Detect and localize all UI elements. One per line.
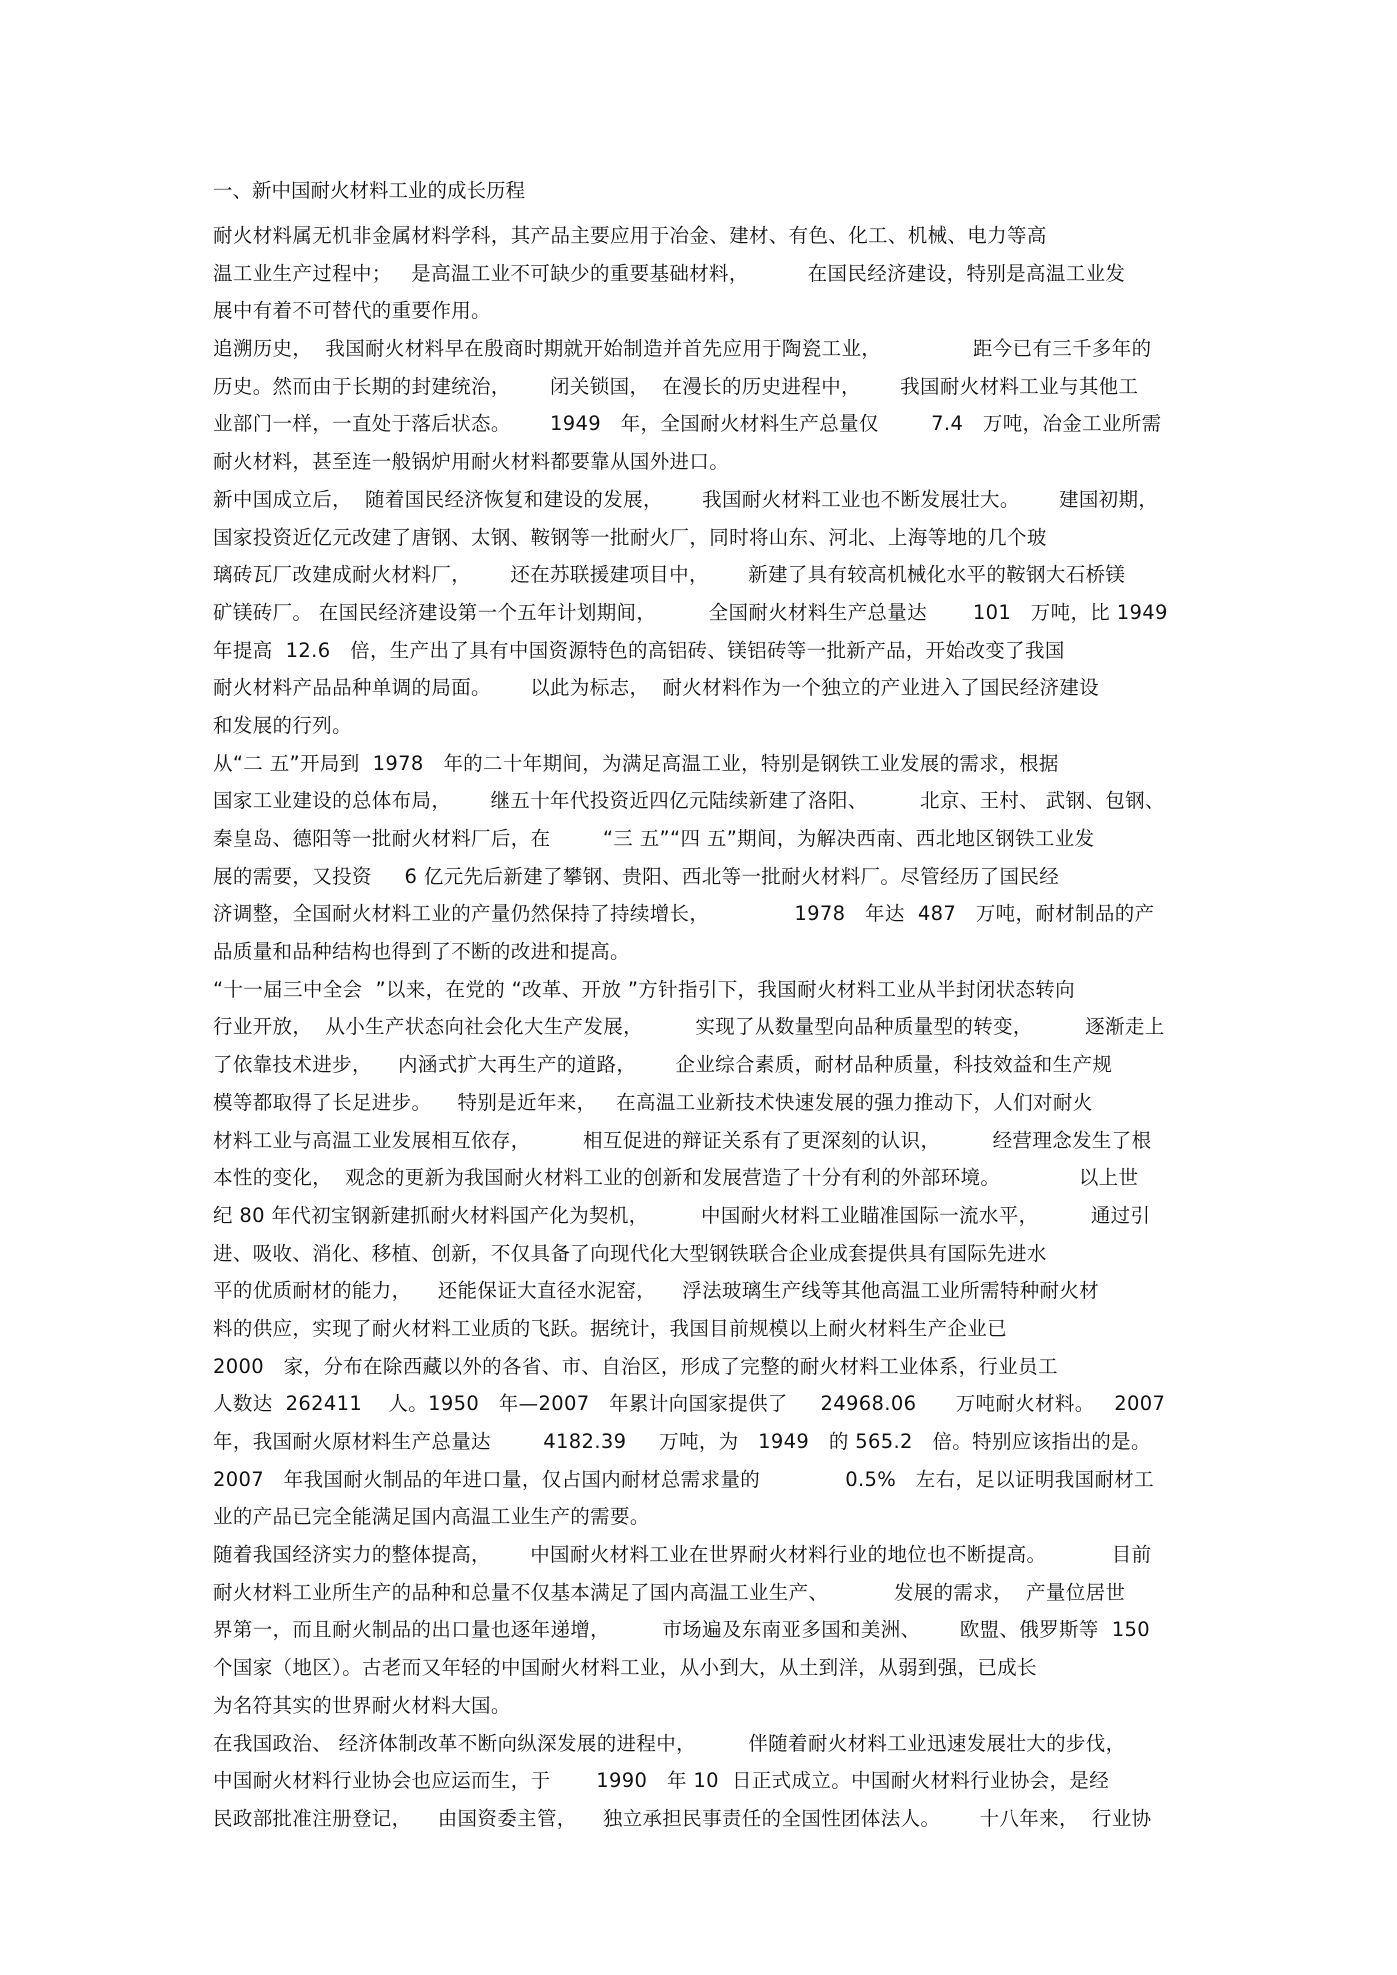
text-line: 随着我国经济实力的整体提高， 中国耐火材料工业在世界耐火材料行业的地位也不断提高。 目前 (213, 1543, 1152, 1567)
text-line: 业部门一样，一直处于落后状态。 1949 年，全国耐火材料生产总量仅 7.4 万吨，冶金工业所需 (213, 412, 1162, 436)
text-line: 和发展的行列。 (213, 713, 352, 737)
text-line: 界第一，而且耐火制品的出口量也逐年递增， 市场遍及东南亚多国和美洲、 欧盟、俄罗斯等 150 (213, 1618, 1151, 1642)
text-line: 年提高 12.6 倍，生产出了具有中国资源特色的高铝砖、镁铝砖等一批新产品，开始改变了我国 (213, 638, 1065, 662)
text-line: 展的需要，又投资 6 亿元先后新建了攀钢、贵阳、西北等一批耐火材料厂。尽管经历了国民经 (213, 864, 1060, 888)
text-line: 历史。然而由于长期的封建统治， 闭关锁国， 在漫长的历史进程中， 我国耐火材料工业与其他工 (213, 374, 1139, 398)
text-line: 品质量和品种结构也得到了不断的改进和提高。 (213, 940, 630, 964)
text-line: 材料工业与高温工业发展相互依存， 相互促进的辩证关系有了更深刻的认识， 经营理念发生了根 (213, 1128, 1152, 1152)
text-line: 为名符其实的世界耐火材料大国。 (213, 1693, 511, 1717)
text-line: 新中国成立后， 随着国民经济恢复和建设的发展， 我国耐火材料工业也不断发展壮大。 建国初期， (213, 487, 1159, 511)
text-line: 矿镁砖厂。 在国民经济建设第一个五年计划期间， 全国耐火材料生产总量达 101 万吨，比 1949 (213, 600, 1168, 624)
text-line: 追溯历史， 我国耐火材料早在殷商时期就开始制造并首先应用于陶瓷工业， 距今已有三千多年的 (213, 337, 1152, 361)
text-line: 中国耐火材料行业协会也应运而生，于 1990 年 10 日正式成立。中国耐火材料行业协会，是经 (213, 1769, 1110, 1793)
text-line: 料的供应，实现了耐火材料工业质的飞跃。据统计，我国目前规模以上耐火材料生产企业已 (213, 1316, 1008, 1340)
text-line: 璃砖瓦厂改建成耐火材料厂， 还在苏联援建项目中， 新建了具有较高机械化水平的鞍钢大石桥镁 (213, 563, 1126, 587)
text-line: 了依靠技术进步， 内涵式扩大再生产的道路， 企业综合素质，耐材品种质量，科技效益和生产规 (213, 1053, 1113, 1077)
text-line: 国家工业建设的总体布局， 继五十年代投资近四亿元陆续新建了洛阳、 北京、王村、 武钢、包钢、 (213, 789, 1165, 813)
text-line: “十一届三中全会 ”以来，在党的 “改革、开放 ”方针指引下，我国耐火材料工业从半封闭状态转向 (213, 977, 1076, 1001)
section-heading: 一、新中国耐火材料工业的成长历程 (213, 179, 526, 202)
text-line: 模等都取得了长足进步。 特别是近年来， 在高温工业新技术快速发展的强力推动下，人们对耐火 (213, 1090, 1093, 1114)
text-line: 耐火材料产品品种单调的局面。 以此为标志， 耐火材料作为一个独立的产业进入了国民经济建设 (213, 676, 1100, 700)
text-line: 业的产品已完全能满足国内高温工业生产的需要。 (213, 1505, 650, 1529)
text-line: 国家投资近亿元改建了唐钢、太钢、鞍钢等一批耐火厂，同时将山东、河北、上海等地的几个玻 (213, 525, 1047, 549)
text-line: 温工业生产过程中； 是高温工业不可缺少的重要基础材料， 在国民经济建设，特别是高温工业发 (213, 261, 1126, 285)
text-line: 耐火材料属无机非金属材料学科，其产品主要应用于冶金、建材、有色、化工、机械、电力等高 (213, 224, 1047, 247)
text-line: 耐火材料，甚至连一般锅炉用耐火材料都要靠从国外进口。 (213, 450, 730, 474)
text-line: 本性的变化， 观念的更新为我国耐火材料工业的创新和发展营造了十分有利的外部环境。 以上世 (213, 1166, 1139, 1190)
text-line: 在我国政治、 经济体制改革不断向纵深发展的进程中， 伴随着耐火材料工业迅速发展壮大的步伐， (213, 1731, 1126, 1755)
text-line: 平的优质耐材的能力， 还能保证大直径水泥窑， 浮法玻璃生产线等其他高温工业所需特种耐火材 (213, 1279, 1100, 1303)
text-line: 年，我国耐火原材料生产总量达 4182.39 万吨，为 1949 的 565.2 倍。特别应该指出的是。 (213, 1430, 1151, 1453)
text-line: 从“二 五”开局到 1978 年的二十年期间，为满足高温工业，特别是钢铁工业发展的需求，根据 (213, 751, 1059, 775)
text-line: 人数达 262411 人。1950 年—2007 年累计向国家提供了 24968.06 万吨耐火材料。 2007 (213, 1392, 1166, 1416)
text-line: 耐火材料工业所生产的品种和总量不仅基本满足了国内高温工业生产、 发展的需求， 产量位居世 (213, 1580, 1126, 1604)
text-line: 纪 80 年代初宝钢新建抓耐火材料国产化为契机， 中国耐火材料工业瞄准国际一流水平， 通过引 (213, 1203, 1151, 1227)
text-line: 展中有着不可替代的重要作用。 (213, 299, 491, 323)
text-line: 行业开放， 从小生产状态向社会化大生产发展， 实现了从数量型向品种质量型的转变， 逐渐走上 (213, 1015, 1165, 1039)
text-line: 2007 年我国耐火制品的年进口量，仅占国内耐材总需求量的 0.5% 左右，足以证明我国耐材工 (213, 1467, 1154, 1491)
text-line: 济调整，全国耐火材料工业的产量仍然保持了持续增长， 1978 年达 487 万吨，耐材制品的产 (213, 902, 1155, 926)
text-line: 民政部批准注册登记， 由国资委主管， 独立承担民事责任的全国性团体法人。 十八年来， 行业协 (213, 1806, 1152, 1830)
text-line: 秦皇岛、德阳等一批耐火材料厂后，在 “三 五”“四 五”期间，为解决西南、西北地区钢铁工业发 (213, 827, 1095, 850)
body-text (213, 217, 1213, 1838)
text-line: 2000 家，分布在除西藏以外的各省、市、自治区，形成了完整的耐火材料工业体系，行业员工 (213, 1354, 1058, 1378)
text-line: 进、吸收、消化、移植、创新，不仅具备了向现代化大型钢铁联合企业成套提供具有国际先进水 (213, 1241, 1047, 1265)
text-line: 个国家（地区）。古老而又年轻的中国耐火材料工业，从小到大，从土到洋，从弱到强，已成长 (213, 1656, 1037, 1680)
